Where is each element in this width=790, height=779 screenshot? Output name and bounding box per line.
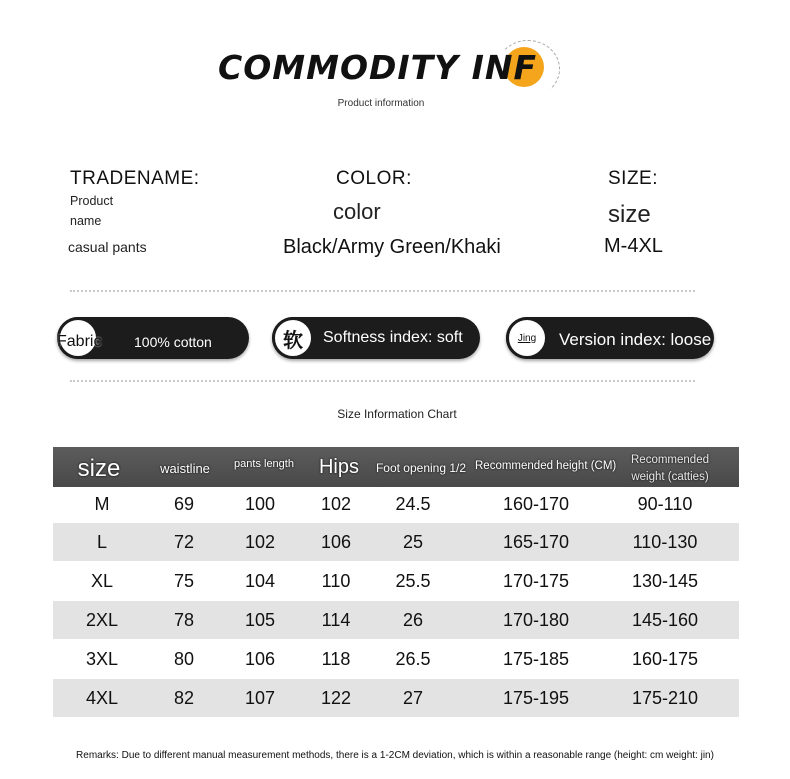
- table-row: [53, 562, 739, 600]
- table-cell: 175-185: [502, 649, 570, 669]
- header-hips: Hips: [318, 456, 359, 478]
- table-cell: 160-170: [502, 494, 570, 514]
- tradename-value: casual pants: [68, 239, 147, 255]
- remarks-note: Remarks: Due to different manual measurement methods, there is a 1-2CM deviation, which is within a reasonable range (height: cm weight: jin): [76, 750, 714, 761]
- header-recommended-weight: Recommended weight (catties): [631, 454, 709, 483]
- table-cell: 106: [320, 532, 352, 552]
- table-cell: XL: [90, 571, 114, 591]
- table-cell: 165-170: [502, 532, 570, 552]
- header-waistline: waistline: [160, 461, 210, 476]
- table-cell: 75: [173, 571, 195, 591]
- table-cell: 25.5: [395, 571, 431, 591]
- fabric-value: 100% cotton: [134, 334, 212, 350]
- table-cell: 175-195: [502, 688, 570, 708]
- table-cell: 170-180: [502, 610, 570, 630]
- table-cell: 106: [244, 649, 276, 669]
- table-cell: 25: [402, 532, 424, 552]
- table-cell: 2XL: [85, 610, 119, 630]
- page-title: COMMODITY INF: [218, 48, 538, 87]
- size-sublabel: size: [608, 201, 651, 228]
- fabric-label: Fabric: [57, 333, 102, 350]
- table-cell: L: [96, 532, 107, 552]
- color-sublabel: color: [333, 199, 381, 224]
- table-cell: 170-175: [502, 571, 570, 591]
- table-cell: 118: [321, 649, 351, 669]
- table-cell: 130-145: [631, 571, 699, 591]
- table-cell: 27: [402, 688, 424, 708]
- table-row: [53, 523, 739, 561]
- table-cell: 4XL: [85, 688, 119, 708]
- tradename-sublabel: Product name: [70, 194, 114, 228]
- table-cell: 110: [321, 571, 351, 591]
- table-cell: 160-175: [631, 649, 699, 669]
- tradename-label: TRADENAME:: [70, 168, 200, 189]
- color-value: Black/Army Green/Khaki: [283, 236, 501, 258]
- table-cell: 90-110: [637, 494, 693, 514]
- size-value: M-4XL: [604, 235, 663, 257]
- fabric-index-pill: [57, 317, 249, 359]
- version-value: Version index: loose: [559, 330, 712, 349]
- logo-ring-decoration: [496, 40, 560, 98]
- table-cell: 102: [244, 532, 276, 552]
- table-cell: 175-210: [631, 688, 699, 708]
- color-label: COLOR:: [336, 168, 412, 189]
- table-cell: M: [94, 494, 110, 514]
- table-cell: 69: [173, 494, 195, 514]
- table-cell: 102: [320, 494, 352, 514]
- table-cell: 72: [173, 532, 195, 552]
- table-cell: 3XL: [85, 649, 119, 669]
- softness-icon: 软: [272, 317, 314, 359]
- header-recommended-height: Recommended height (CM): [475, 460, 617, 472]
- header-pants-length: pants length: [234, 458, 294, 470]
- header-foot-opening: Foot opening 1/2: [375, 461, 467, 475]
- table-cell: 82: [173, 688, 195, 708]
- table-row: [53, 601, 739, 639]
- version-icon: Jing: [506, 317, 548, 359]
- table-cell: 145-160: [631, 610, 699, 630]
- divider-top: [70, 290, 695, 292]
- table-cell: 100: [244, 494, 276, 514]
- table-cell: 78: [173, 610, 195, 630]
- table-cell: 26: [402, 610, 424, 630]
- table-row: [53, 640, 739, 678]
- size-label: SIZE:: [608, 168, 659, 189]
- size-table-header: [53, 447, 739, 487]
- table-cell: 114: [321, 610, 351, 630]
- table-row: [53, 679, 739, 717]
- table-cell: 122: [320, 688, 352, 708]
- softness-value: Softness index: soft: [323, 329, 463, 346]
- table-cell: 110-130: [632, 532, 698, 552]
- table-cell: 104: [244, 571, 276, 591]
- table-cell: 107: [244, 688, 276, 708]
- table-cell: 24.5: [395, 494, 431, 514]
- version-index-pill: [506, 317, 714, 359]
- size-chart-title: Size Information Chart: [337, 407, 457, 421]
- softness-index-pill: [272, 317, 480, 359]
- table-row: [53, 485, 739, 523]
- table-cell: 26.5: [395, 649, 431, 669]
- header-size: size: [77, 455, 121, 482]
- page-subtitle: Product information: [337, 98, 425, 109]
- table-cell: 80: [173, 649, 195, 669]
- table-cell: 105: [244, 610, 276, 630]
- divider-bottom: [70, 380, 695, 382]
